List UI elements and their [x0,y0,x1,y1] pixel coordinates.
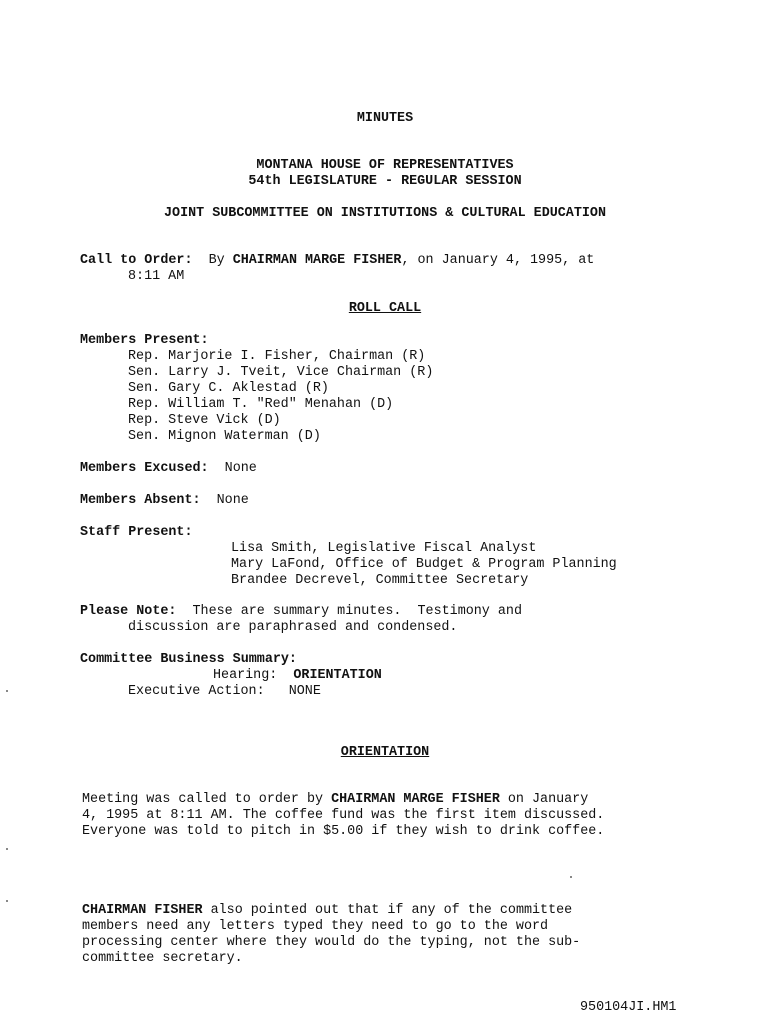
orientation-paragraph-1-line-2: 4, 1995 at 8:11 AM. The coffee fund was the first item discussed. [82,808,605,823]
members-excused-line [80,461,257,477]
member-item: Rep. Steve Vick (D) [128,413,281,428]
call-to-order-by: By [208,253,225,268]
member-item: Sen. Mignon Waterman (D) [128,429,321,444]
orientation-paragraph-1-line-3: Everyone was told to pitch in $5.00 if they wish to drink coffee. [82,824,605,839]
paragraph-text: also pointed out that if any of the committee [202,903,573,918]
please-note-label: Please Note: [80,604,177,619]
document-title: MINUTES [356,111,414,126]
body-name: MONTANA HOUSE OF REPRESENTATIVES [256,158,514,173]
member-item: Rep. William T. "Red" Menahan (D) [128,397,394,412]
please-note-text: These are summary minutes. Testimony and [192,604,522,619]
orientation-heading: ORIENTATION [340,745,430,760]
call-to-order-time: 8:11 AM [128,269,185,284]
members-excused-label: Members Excused: [80,461,209,476]
executive-action-line [128,684,321,700]
chairman-name: CHAIRMAN FISHER [82,903,203,918]
staff-item: Brandee Decrevel, Committee Secretary [231,573,529,588]
scan-speck [570,876,572,878]
scan-speck [6,690,8,692]
business-summary-label: Committee Business Summary: [80,652,297,667]
scan-speck [6,848,8,850]
call-to-order-line [80,253,594,269]
orientation-paragraph-2-line-1 [82,903,572,919]
orientation-paragraph-2-line-4: committee secretary. [82,951,243,966]
please-note-line [80,604,522,620]
paragraph-text: Meeting was called to order by [82,792,332,807]
call-to-order-label: Call to Order: [80,253,193,268]
staff-present-label: Staff Present: [80,525,193,540]
committee-name: JOINT SUBCOMMITTEE ON INSTITUTIONS & CULTURAL EDUCATION [164,206,606,221]
call-to-order-date: , on January 4, 1995, at [401,253,595,268]
members-absent-label: Members Absent: [80,493,201,508]
roll-call-heading: ROLL CALL [348,301,422,316]
document-id: 950104JI.HM1 [580,1000,677,1015]
staff-item: Mary LaFond, Office of Budget & Program Planning [231,557,617,572]
members-excused-value: None [224,461,257,476]
paragraph-text: on January [499,792,589,807]
hearing-line [213,668,382,684]
please-note-text-2: discussion are paraphrased and condensed. [128,620,458,635]
orientation-paragraph-2-line-2: members need any letters typed they need to go to the word [82,919,549,934]
session-name: 54th LEGISLATURE - REGULAR SESSION [248,174,522,189]
members-present-label: Members Present: [80,333,209,348]
members-absent-line [80,493,249,509]
executive-action-value: NONE [288,684,321,699]
orientation-paragraph-1-line-1 [82,792,588,808]
member-item: Rep. Marjorie I. Fisher, Chairman (R) [128,349,426,364]
members-absent-value: None [216,493,249,508]
call-to-order-chair: CHAIRMAN MARGE FISHER [232,253,402,268]
staff-item: Lisa Smith, Legislative Fiscal Analyst [231,541,537,556]
hearing-label: Hearing: [213,668,278,683]
scan-speck [6,900,8,902]
member-item: Sen. Gary C. Aklestad (R) [128,381,329,396]
chairman-name: CHAIRMAN MARGE FISHER [331,792,500,807]
executive-action-label: Executive Action: [128,684,265,699]
hearing-value: ORIENTATION [293,668,382,683]
orientation-paragraph-2-line-3: processing center where they would do the typing, not the sub- [82,935,581,950]
member-item: Sen. Larry J. Tveit, Vice Chairman (R) [128,365,434,380]
